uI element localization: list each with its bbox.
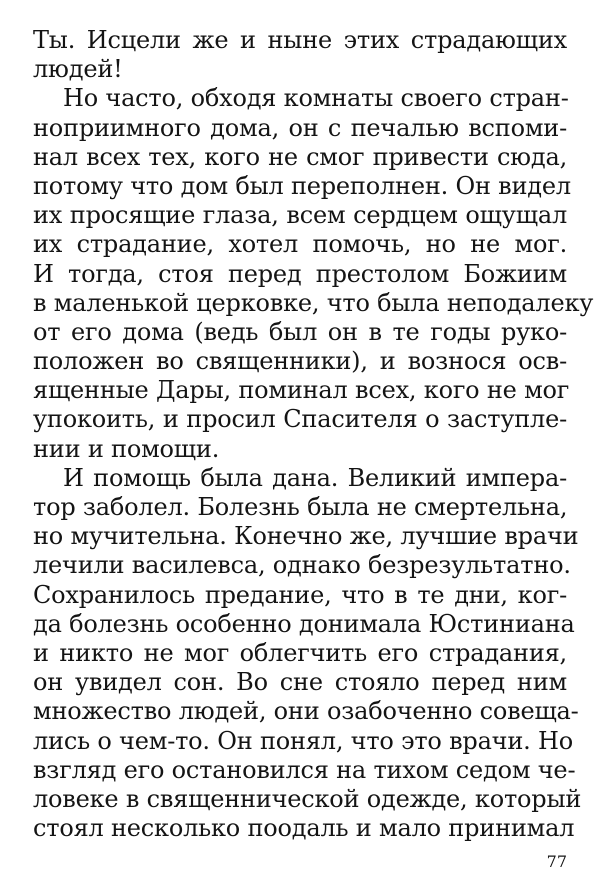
text-line: но мучительна. Конечно же, лучшие врачи	[33, 522, 579, 551]
text-line: И тогда, стоя перед престолом Божиим	[33, 259, 567, 288]
text-line: нал всех тех, кого не смог привести сюда,	[33, 142, 567, 171]
page-number: 77	[546, 852, 567, 871]
paragraph	[33, 26, 567, 84]
text-line: ященные Дары, поминал всех, кого не мог	[33, 376, 570, 405]
paragraph	[33, 84, 594, 463]
text-line: и никто не мог облегчить его страдания,	[33, 638, 567, 667]
text-line: он увидел сон. Во сне стояло перед ним	[33, 668, 567, 697]
text-line: Ты. Исцели же и ныне этих страдающих	[33, 26, 567, 54]
text-line: ловеке в священнической одежде, который	[33, 784, 582, 813]
text-line: да болезнь особенно донимала Юстиниана	[33, 609, 575, 638]
text-line: от его дома (ведь был он в те годы руко-	[33, 317, 567, 346]
text-line: ноприимного дома, он с печалью вспоми-	[33, 113, 567, 142]
text-line: Но часто, обходя комнаты своего стран-	[63, 84, 569, 113]
text-line: И помощь была дана. Великий импера-	[63, 463, 567, 492]
text-line: взгляд его остановился на тихом седом че-	[33, 755, 576, 784]
text-line: упокоить, и просил Спасителя о заступле-	[33, 405, 567, 434]
text-line: людей!	[33, 55, 123, 84]
text-line: Сохранилось предание, что в те дни, ког-	[33, 580, 567, 609]
text-line: нии и помощи.	[33, 434, 220, 463]
text-line: множество людей, они озабоченно совеща-	[33, 697, 579, 726]
text-line: тор заболел. Болезнь была не смертельна,	[33, 493, 568, 521]
text-line: потому что дом был переполнен. Он видел	[33, 171, 571, 200]
text-line: их страдание, хотел помочь, но не мог.	[33, 230, 567, 259]
paragraph	[33, 463, 582, 843]
text-line: стоял несколько поодаль и мало принимал	[33, 814, 575, 843]
text-line: лечили василевса, однако безрезультатно.	[33, 551, 571, 580]
text-line: положен во священники), и вознося осв-	[33, 347, 567, 376]
text-line: их просящие глаза, всем сердцем ощущал	[33, 201, 567, 230]
text-line: в маленькой церковке, что была неподалеку	[33, 288, 594, 317]
body-text	[33, 26, 594, 843]
text-line: лись о чем-то. Он понял, что это врачи. Но	[33, 726, 573, 755]
